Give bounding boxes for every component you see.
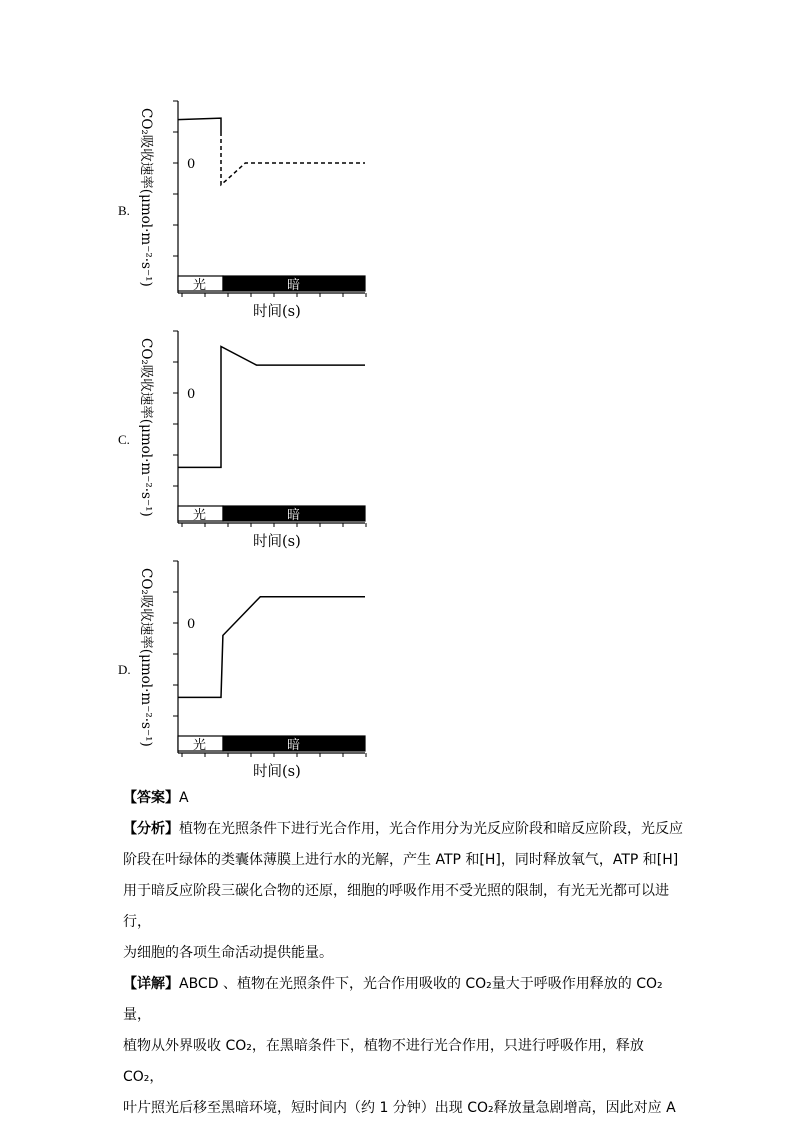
zero-label: 0 [187, 387, 196, 402]
x-axis-label: 时间(s) [253, 764, 301, 780]
analysis-line-2: 阶段在叶绿体的类囊体薄膜上进行水的光解，产生 ATP 和[H]，同时释放氧气，ATP 和[H] [123, 852, 679, 868]
detail-line-2: 植物从外界吸收 CO₂，在黑暗条件下，植物不进行光合作用，只进行呼吸作用，释放 CO₂， [123, 1038, 644, 1085]
analysis-line-3: 用于暗反应阶段三碳化合物的还原，细胞的呼吸作用不受光照的限制，有光无光都可以进行， [123, 883, 669, 930]
answer-section [123, 783, 683, 1124]
detail-line-3: 叶片照光后移至黑暗环境，短时间内（约 1 分钟）出现 CO₂释放量急剧增高，因此对应 A [123, 1100, 676, 1116]
series-line-solid-0 [178, 597, 365, 698]
dark-label: 暗 [287, 278, 301, 293]
analysis-line-4: 为细胞的各项生命活动提供能量。 [123, 945, 333, 961]
y-axis-label-text-d: CO₂吸收速率(μmol·m⁻²·s⁻¹) [138, 568, 154, 747]
y-axis-label-text-c: CO₂吸收速率(μmol·m⁻²·s⁻¹) [138, 338, 154, 517]
answer-value: A [179, 790, 189, 806]
zero-label: 0 [187, 617, 196, 632]
light-label: 光 [193, 278, 207, 293]
analysis-bracket: 【分析】 [123, 821, 179, 837]
light-label: 光 [193, 738, 207, 753]
x-axis-label: 时间(s) [253, 534, 301, 550]
series-line-solid-0 [178, 347, 365, 468]
chart-d [0, 555, 400, 787]
dark-label: 暗 [287, 738, 301, 753]
chart-b [0, 95, 400, 327]
y-axis-label-text-b: CO₂吸收速率(μmol·m⁻²·s⁻¹) [138, 108, 154, 287]
answer-line [123, 783, 683, 814]
series-line-solid-0 [178, 118, 221, 132]
series-line-dashed-1 [221, 132, 365, 185]
analysis-line-1: 【分析】植物在光照条件下进行光合作用，光合作用分为光反应阶段和暗反应阶段，光反应 [123, 821, 683, 837]
option-label-d: D. [118, 662, 131, 677]
zero-label: 0 [187, 157, 196, 172]
dark-label: 暗 [287, 508, 301, 523]
answer-bracket: 【答案】 [123, 790, 179, 806]
detail-bracket: 【详解】 [123, 976, 179, 992]
x-axis-label: 时间(s) [253, 304, 301, 320]
light-label: 光 [193, 508, 207, 523]
chart-c [0, 325, 400, 557]
option-label-b: B. [118, 203, 130, 218]
option-label-c: C. [118, 432, 130, 447]
detail-line-1: 【详解】ABCD 、植物在光照条件下，光合作用吸收的 CO₂量大于呼吸作用释放的 CO₂量， [123, 976, 663, 1023]
